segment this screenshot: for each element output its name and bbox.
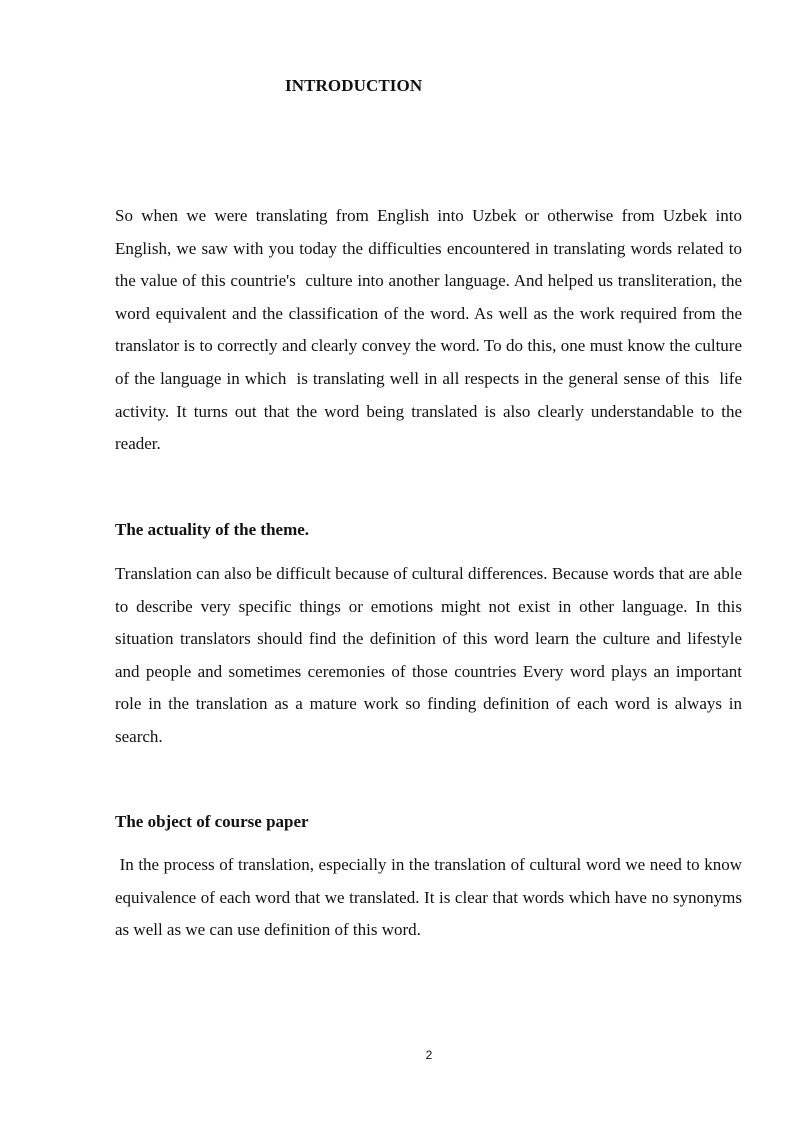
section-heading-actuality: The actuality of the theme. xyxy=(115,520,310,539)
page-title: INTRODUCTION xyxy=(285,76,423,95)
section-heading-object: The object of course paper xyxy=(115,812,309,831)
page-number: 2 xyxy=(425,1048,433,1062)
section-body-object: In the process of translation, especially in the translation of cultural word we need to know equivalence of each word that we translated. It is clear that words which have no synonyms as well as we can use definition of this word. xyxy=(115,855,747,940)
section-body-actuality: Translation can also be difficult because of cultural differences. Because words that are able to describe very specific things or emotions might not exist in other language. In this situation translators should find the definition of this word learn the culture and lifestyle and people and sometimes ceremonies of those countries Every word plays an important role in the translation as a mature work so finding definition of each word is always in search. xyxy=(115,564,742,746)
intro-paragraph: So when we were translating from English into Uzbek or otherwise from Uzbek into English, we saw with you today the difficulties encountered in translating words related to the value of this countrie's culture into another language. And helped us transliteration, the word equivalent and the classification of the word. As well as the work required from the translator is to correctly and clearly convey the word. To do this, one must know the culture of the language in which is translating well in all respects in the general sense of this life activity. It turns out that the word being translated is also clearly understandable to the reader. xyxy=(115,206,747,454)
